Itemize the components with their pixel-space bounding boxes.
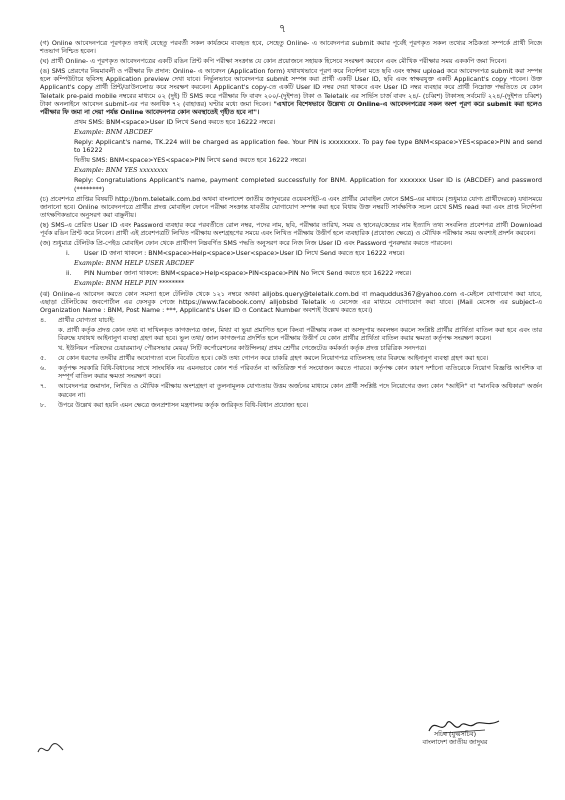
second-sms-reply: Reply: Congratulations Applicant's name, payment completed successfully for BNM. Application for xxxxxxx User ID is (ABCDEF) and password (********) bbox=[74, 177, 542, 193]
recover-pin-text: PIN Number জানা থাকলে: BNM<space>Help<space>PIN<space>PIN No লিখে Send করতে হবে 16222 নম্বরে। bbox=[84, 270, 412, 278]
document-body bbox=[40, 40, 542, 412]
item-6-number: ৬. bbox=[40, 365, 47, 373]
signatory-title: সচিব (যুগ্মসচিব) bbox=[433, 730, 477, 738]
sms-rules-text: (ঙ) SMS প্রেরণের নিয়মাবলী ও পরীক্ষার ফি প্রদান: Online- এ আবেদন (Application form) যথাযথভাবে পূরণ করে নির্দেশনা মতে ছবি এবং স্বাক্ষর upload করে আবেদনপত্র submit করা সম্পন্ন হলে কম্পিউটারে ছবিসহ Application preview দেখা যাবে। নির্ভুলভাবে আবেদনপত্র submit সম্পন্ন করা প্রার্থী একটি User ID, ছবি এবং স্বাক্ষরযুক্ত একটি Applicant's copy পাবেন। উক্ত Applicant's copy প্রার্থী প্রিন্ট/ডাউনলোড করে সংরক্ষণ করবেন। Applicant's copy-তে একটি User ID নম্বর দেয়া থাকবে এবং User ID নম্বর ব্যবহার করে প্রার্থী নিম্নোক্ত পদ্ধতিতে যে কোন Teletalk pre-paid mobile নম্বরের মাধ্যমে ০২ (দুই) টি SMS করে পরীক্ষার ফি বাবদ ২০০/-(দুইশত) টাকা ও Teletalk এর সার্ভিস চার্জ বাবদ ২৪/- (চব্বিশ) টাকাসহ সর্বমোট ২২৪/-(দুইশত চব্বিশ) টাকা অনলাইনে আবেদন submit-এর পর অনধিক ৭২ (বাহাত্তর) ঘণ্টার মধ্যে জমা দিবেন। bbox=[40, 68, 542, 108]
section-sms-rules bbox=[40, 68, 542, 117]
item-8 bbox=[40, 402, 542, 410]
second-sms-example: Example: BNM YES xxxxxxxx bbox=[74, 167, 168, 175]
recover-user-id bbox=[40, 250, 542, 258]
section-ch: (চ) প্রবেশপত্র প্রাপ্তির বিষয়টি http://bnm.teletalk.com.bd অথবা বাংলাদেশ জাতীয় জাদুঘরের ওয়েবসাইট-এ এবং প্রার্থীর মোবাইল ফোনে SMS-এর মাধ্যমে (শুধুমাত্র যোগ্য প্রার্থীদেরকে) যথাসময়ে জানানো হবে। Online আবেদনপত্রে প্রার্থীর প্রদত্ত মোবাইল ফোনে পরীক্ষা সংক্রান্ত যাবতীয় যোগাযোগ সম্পন্ন করা হবে বিধায় উক্ত নম্বরটি সার্বক্ষণিক সচল রেখে SMS read করা এবং প্রাপ্ত নির্দেশনা তাৎক্ষণিকভাবে অনুসরণ করা বাঞ্ছনীয়। bbox=[40, 195, 542, 219]
section-g: (গ) Online আবেদনপত্রে পূরণকৃত তথ্যই যেহেতু পরবর্তী সকল কার্যক্রমে ব্যবহৃত হবে, সেহেতু Online- এ আবেদনপত্র submit করার পূর্বেই পূরণকৃত সকল তথ্যের সঠিকতা সম্পর্কে প্রার্থী নিজে শতভাগ নিশ্চিত হবেন। bbox=[40, 40, 542, 56]
recover-user-id-text: User ID জানা থাকলে : BNM<space>Help<space>User<space>User ID লিখে Send করতে হবে 16222 নম্বরে। bbox=[84, 250, 405, 258]
item-4-k: ক. প্রার্থী কর্তৃক প্রদত্ত কোন তথ্য বা দাখিলকৃত কাগজপত্র জাল, মিথ্যা বা ভুয়া প্রমাণিত হলে কিংবা পরীক্ষায় নকল বা অসদুপায় অবলম্বন করলে সংশ্লিষ্ট প্রার্থীর প্রার্থিতা বাতিল করা হবে এবং তার বিরুদ্ধে যথাযথ আইনানুগ ব্যবস্থা গ্রহণ করা হবে। ভুল তথ্য/ জাল কাগজপত্র প্রদর্শিত হলে পরীক্ষায় উত্তীর্ণ যে কোন প্রার্থীর প্রার্থিতা বাতিল করার ক্ষমতা কর্তৃপক্ষ সংরক্ষণ করেন। bbox=[58, 326, 542, 342]
item-4-title: প্রার্থীর যোগ্যতা যাচাই: bbox=[58, 316, 115, 324]
first-sms: প্রথম SMS: BNM<space>User ID লিখে Send করতে হবে 16222 নম্বরে। bbox=[74, 118, 276, 126]
item-7 bbox=[40, 383, 542, 399]
section-gh: (ঘ) প্রার্থী Online- এ পূরণকৃত আবেদনপত্রের একটি রঙিন প্রিন্ট কপি পরীক্ষা সংক্রান্ত যে কোন প্রয়োজনে সহায়ক হিসেবে সংরক্ষণ করবেন এবং মৌখিক পরীক্ষার সময় এককপি জমা দিবেন। bbox=[40, 58, 507, 66]
item-6 bbox=[40, 365, 542, 381]
item-5 bbox=[40, 355, 542, 363]
item-8-text: উপরে উল্লেখ করা হয়নি এমন ক্ষেত্রে জনপ্রশাসন মন্ত্রণালয় কর্তৃক জারিকৃত বিধি-বিধান প্রযোজ্য হবে। bbox=[58, 401, 309, 409]
item-4-kh: খ. ইউনিয়ন পরিষদের চেয়ারম্যান/ পৌরসভার মেয়র/ সিটি কর্পোরেশনের কাউন্সিলর/ প্রথম শ্রেণীর গেজেটেড কর্মকর্তা কর্তৃক প্রদত্ত চারিত্রিক সনদপত্র। bbox=[58, 345, 427, 353]
item-7-number: ৭. bbox=[40, 383, 47, 391]
first-sms-reply: Reply: Applicant's name, TK.224 will be charged as application fee. Your PIN is xxxxxxxx. To pay fee type BNM<space>YES<space>PIN and send to 16222 bbox=[74, 139, 542, 155]
recover-user-id-example: Example: BNM HELP USER ABCDEF bbox=[74, 260, 194, 268]
item-6-text: কর্তৃপক্ষ সরকারি বিধি-বিধানের সাথে সাংঘর্ষিক নয় এমনভাবে কোন শর্ত পরিবর্তন বা অতিরিক্ত শর্ত সংযোজন করতে পারবে। কর্তৃপক্ষ কোন কারণ দর্শানো ব্যতিরেকে নিয়োগ বিজ্ঞপ্তি আংশিক বা সম্পূর্ণ বাতিল করার ক্ষমতা সংরক্ষণ করে। bbox=[58, 365, 542, 381]
sms-rules-notice: "এখানে বিশেষভাবে উল্লেখ্য যে Online-এ আবেদনপত্রের সকল অংশ পূরণ করে submit করা হলেও পরীক্ষার ফি জমা না দেয়া পর্যন্ত Online আবেদনপত্র কোন অবস্থাতেই গৃহীত হবে না"। bbox=[40, 100, 543, 116]
item-4 bbox=[40, 317, 542, 325]
item-4-number: ৪. bbox=[40, 316, 47, 324]
item-5-number: ৫. bbox=[40, 355, 47, 363]
page-number: ৭ bbox=[278, 22, 287, 35]
item-5-text: যে কোন ধরণের তদবীর প্রার্থীর অযোগ্যতা বলে বিবেচিত হবে। কেউ তথ্য গোপন করে চাকরি গ্রহণ করলে নিয়োগপত্র বাতিলসহ তার বিরুদ্ধে আইনানুগ ব্যবস্থা গ্রহণ করা হবে। bbox=[58, 355, 489, 363]
item-7-text: আবেদনপত্র জমাদান, লিখিত ও মৌখিক পরীক্ষায় অংশগ্রহণ বা তুলনামূলক যোগ্যতায় উত্তম অর্জনের মাধ্যমে কোন প্রার্থী সংশ্লিষ্ট পদে নিয়োগের জন্য কোন "আইনি" বা "মানবিক অধিকার" অর্জন করবেন না। bbox=[58, 383, 542, 399]
section-jh: (ঝ) Online-এ আবেদন করতে কোন সমস্যা হলে টেলিটক থেকে ১২১ নম্বরে অথবা alljobs.query@teletalk.com.bd বা maquddus367@yahoo.com এ-মেইলে যোগাযোগ করা যাবে, এছাড়া টেলিটকের জবপোর্টাল এর ফেসবুক পেজে https://www.facebook.com/ alljobsbd Teletalk এ মেসেজ এর মাধ্যমে যোগাযোগ করা যাবে। (Mail মেসেজ এর subject-এ Organization Name : BNM, Post Name : ***, Applicant's User ID ও Contact Number অবশ্যই উল্লেখ করতে হবে।) bbox=[40, 290, 542, 314]
second-sms: দ্বিতীয় SMS: BNM<space>YES<space>PIN লিখে send করতে হবে 16222 নম্বরে। bbox=[74, 157, 307, 165]
recover-pin bbox=[40, 270, 542, 278]
signatory-organization: বাংলাদেশ জাতীয় জাদুঘর bbox=[422, 738, 488, 746]
first-sms-example: Example: BNM ABCDEF bbox=[74, 128, 153, 136]
section-chh: (ছ) SMS-এ প্রেরিত User ID এবং Password ব্যবহার করে পরবর্তীতে রোল নম্বর, পদের নাম, ছবি, পরীক্ষার তারিখ, সময় ও স্থানের/কেন্দ্রের নাম ইত্যাদি তথ্য সংবলিত প্রবেশপত্র প্রার্থী Download পূর্বক রঙিন প্রিন্ট করে নিবেন। প্রার্থী এই প্রবেশপত্রটি লিখিত পরীক্ষায় অংশগ্রহণের সময়ে এবং লিখিত পরীক্ষায় উত্তীর্ণ হলে ব্যবহারিক (প্রযোজ্য ক্ষেত্রে) ও মৌখিক পরীক্ষার সময় অবশ্যই প্রদর্শন করবেন। bbox=[40, 221, 542, 237]
signature-block bbox=[380, 730, 530, 746]
list-marker: ii. bbox=[66, 270, 72, 278]
item-8-number: ৮. bbox=[40, 401, 47, 409]
list-marker: i. bbox=[66, 250, 70, 258]
section-j: (জ) শুধুমাত্র টেলিটক প্রি-পেইড মোবাইল ফোন থেকে প্রার্থীগণ নিম্নবর্ণিত SMS পদ্ধতি অনুসরণ করে নিজ নিজ User ID এবং Password পুনরুদ্ধার করতে পারবেন। bbox=[40, 240, 453, 248]
handwritten-mark bbox=[36, 738, 66, 758]
recover-pin-example: Example: BNM HELP PIN ******** bbox=[74, 280, 185, 288]
